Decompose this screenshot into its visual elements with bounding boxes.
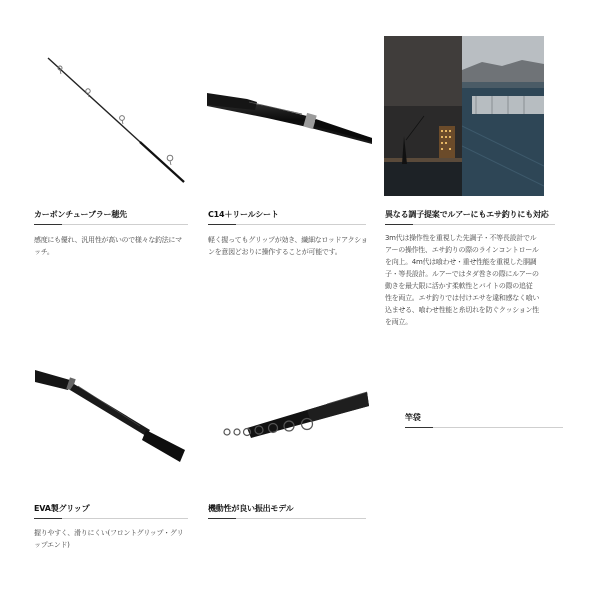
title-underline [34, 518, 188, 519]
description-line: 込ませる、喰わせ性能と糸切れを防ぐクッション性 [385, 306, 539, 314]
feature-telescopic [207, 360, 372, 570]
title-underline [208, 518, 366, 519]
feature-title: 機動性が良い振出モデル [208, 504, 294, 513]
feature-title: EVA製グリップ [34, 504, 90, 513]
feature-title: C14＋リールシート [208, 210, 279, 219]
pier-photo [462, 36, 544, 196]
feature-eva-grip [30, 360, 195, 570]
feature-description: 握りやすく、滑りにくい(フロントグリップ・グリップエンド) [34, 529, 184, 549]
rod-tip-image [30, 36, 190, 196]
feature-reel-seat [207, 36, 372, 306]
description-line: を両立。 [385, 318, 412, 326]
title-underline [208, 224, 366, 225]
description-line: アーの操作性、エサ釣りの際のラインコントロール [385, 246, 539, 254]
night-fishing-photo [384, 36, 462, 196]
feature-tip [30, 36, 190, 306]
feature-title: カーボンチューブラー穂先 [34, 210, 127, 219]
feature-rod-sock [384, 360, 564, 480]
description-line: 子・等長設計。ルアーではタダ巻きの際にルアーの [385, 270, 539, 278]
feature-title: 異なる調子提案でルアーにもエサ釣りにも対応 [385, 210, 549, 219]
feature-description: 感度にも優れ、汎用性が高いので様々な釣法にマッチ。 [34, 236, 182, 256]
feature-description: 軽く握ってもグリップが効き、繊細なロッドアクションを意図どおりに操作することが可能です。 [208, 236, 368, 256]
title-underline [385, 224, 555, 225]
feature-tip-action [384, 36, 574, 326]
feature-description [385, 232, 575, 328]
title-underline [405, 427, 563, 428]
feature-title: 竿袋 [405, 413, 421, 422]
description-line: を向上。4m代は喰わせ・重せ性能を重視した胴調 [385, 258, 537, 266]
description-line: 3m代は操作性を重視した先調子・不等長設計でル [385, 234, 537, 242]
telescopic-rod-image [207, 360, 372, 465]
reel-seat-image [207, 36, 372, 196]
title-underline [34, 224, 188, 225]
description-line: 動きを最大限に活かす柔軟性とバイトの際の追従 [385, 282, 533, 290]
description-line: 性を両立。エサ釣りでは付けエサを違和感なく喰い [385, 294, 540, 302]
eva-grip-image [30, 360, 195, 465]
